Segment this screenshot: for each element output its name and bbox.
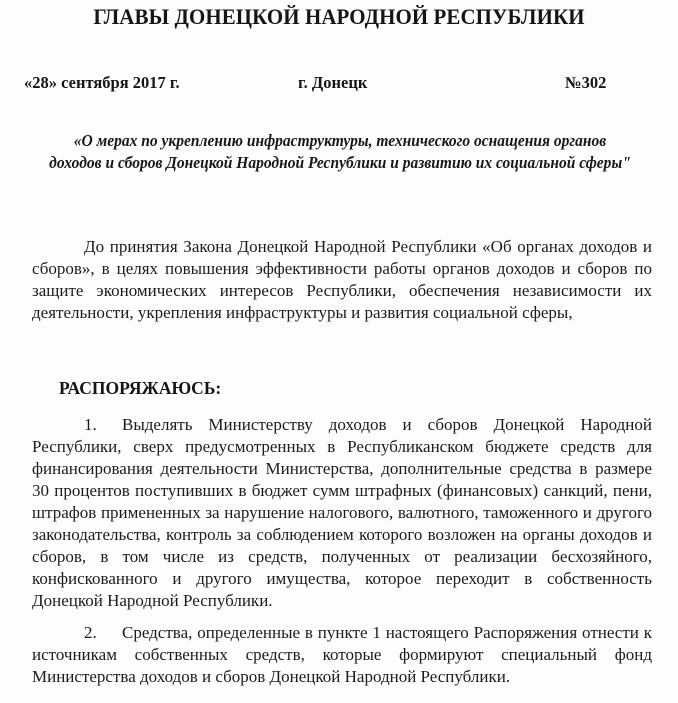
document-city: г. Донецк — [298, 73, 368, 92]
order-item-text: Выделять Министерству доходов и сборов Донецкой Народной Республики, сверх предусмотренных в Республиканском бюджете средств для финансирования деятельности Министерства, дополнительные средства в размере 30 процентов поступивших в бюджет сумм штрафных (финансовых) санкций, пени, штрафов примененных за нарушение налогового, валютного, таможенного и другого законодательства, контроль за соблюдением которого возложен на органы доходов и сборов, в том числе из средств, полученных от реализации бесхозяйного, конфискованного и другого имущества, которое переходит в собственность Донецкой Народной Республики. — [32, 415, 652, 610]
document-subject: «О мерах по укреплению инфраструктуры, технического оснащения органов доходов и сборов Донецкой Народной Республики и развитию их социальной сферы" — [49, 131, 631, 172]
document-number: №302 — [565, 73, 607, 92]
preamble-paragraph: До принятия Закона Донецкой Народной Республики «Об органах доходов и сборов», в целях повышения эффективности работы органов доходов и сборов по защите экономических интересов Республики, обеспечения независимости их деятельности, укрепления инфраструктуры и развития социальной сферы, — [32, 237, 652, 322]
order-heading: РАСПОРЯЖАЮСЬ: — [59, 378, 222, 398]
order-item-number: 1. — [84, 415, 97, 434]
document-title: ГЛАВЫ ДОНЕЦКОЙ НАРОДНОЙ РЕСПУБЛИКИ — [93, 4, 585, 29]
order-item-2 — [32, 622, 652, 688]
order-item-number: 2. — [84, 623, 97, 642]
document-date: «28» сентября 2017 г. — [24, 73, 180, 92]
document-meta-row — [0, 73, 678, 97]
order-item-1 — [32, 414, 652, 612]
order-item-text: Средства, определенные в пункте 1 настоящего Распоряжения отнести к источникам собственных средств, которые формируют специальный фонд Министерства доходов и сборов Донецкой Народной Республики. — [32, 623, 652, 686]
